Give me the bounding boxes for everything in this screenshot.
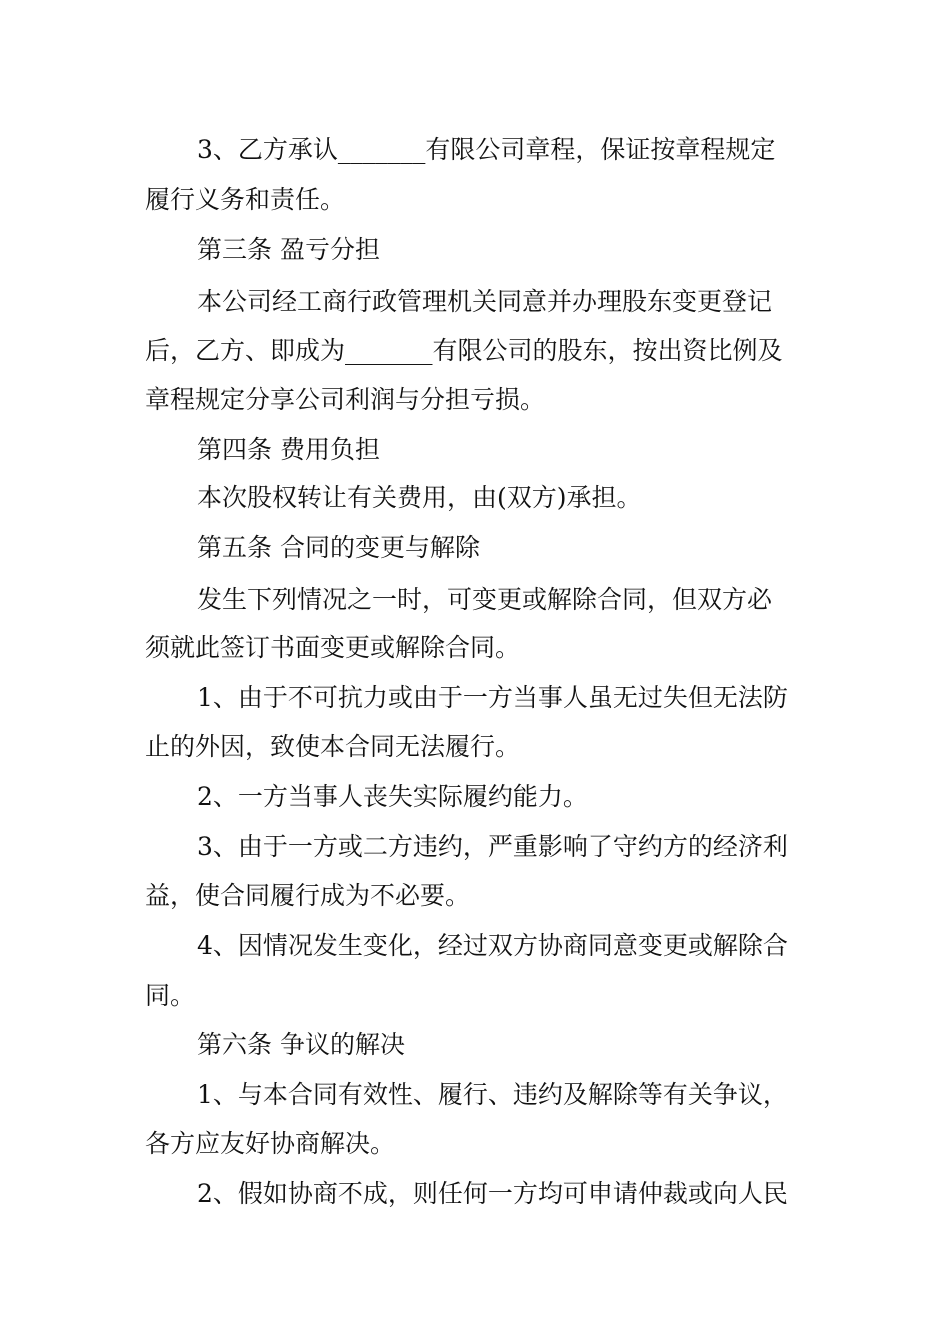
section-heading: 第四条 费用负担	[197, 435, 380, 464]
section-heading: 第六条 争议的解决	[197, 1030, 405, 1059]
text-line: 章程规定分享公司利润与分担亏损。	[145, 385, 546, 414]
text-line: 止的外因，致使本合同无法履行。	[145, 732, 521, 761]
text-line: 发生下列情况之一时，可变更或解除合同，但双方必	[197, 585, 773, 614]
text-line: 后，乙方、即成为_______有限公司的股东，按出资比例及	[145, 336, 783, 365]
text-line: 履行义务和责任。	[145, 185, 346, 214]
text-line: 3、由于一方或二方违约，严重影响了守约方的经济利	[197, 832, 788, 861]
text-line: 1、由于不可抗力或由于一方当事人虽无过失但无法防	[197, 683, 788, 712]
text-line: 4、因情况发生变化，经过双方协商同意变更或解除合	[197, 931, 788, 960]
text-line: 本公司经工商行政管理机关同意并办理股东变更登记	[197, 287, 773, 316]
section-heading: 第三条 盈亏分担	[197, 235, 380, 264]
text-line: 须就此签订书面变更或解除合同。	[145, 633, 521, 662]
text-line: 2、假如协商不成，则任何一方均可申请仲裁或向人民	[197, 1179, 788, 1208]
text-line: 益，使合同履行成为不必要。	[145, 881, 471, 910]
text-line: 1、与本合同有效性、履行、违约及解除等有关争议，	[197, 1080, 788, 1109]
text-line: 本次股权转让有关费用，由(双方)承担。	[197, 483, 642, 512]
text-line: 2、一方当事人丧失实际履约能力。	[197, 782, 588, 811]
text-line: 同。	[145, 981, 196, 1010]
text-line: 3、乙方承认_______有限公司章程，保证按章程规定	[197, 135, 776, 164]
text-line: 各方应友好协商解决。	[145, 1129, 396, 1158]
section-heading: 第五条 合同的变更与解除	[197, 533, 480, 562]
